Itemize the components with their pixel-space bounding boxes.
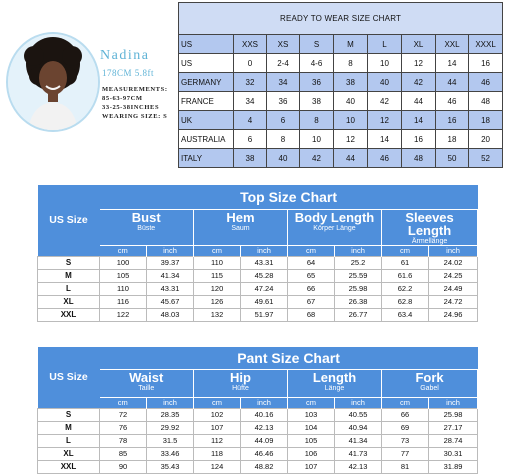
pant-size-chart xyxy=(37,347,478,474)
top-measure-header-bust xyxy=(100,209,194,245)
value-cell: 45.67 xyxy=(147,295,194,308)
model-height: 178CM 5.8ft xyxy=(102,68,155,78)
value-cell: 105 xyxy=(100,269,147,282)
rtw-cell: 10 xyxy=(334,111,368,130)
rtw-cell: US xyxy=(179,54,234,73)
size-cell: S xyxy=(38,256,100,269)
value-cell: 105 xyxy=(288,434,335,447)
value-cell: 72 xyxy=(100,408,147,421)
value-cell: 26.77 xyxy=(335,308,382,321)
unit-header: inch xyxy=(241,397,288,408)
value-cell: 40.94 xyxy=(335,421,382,434)
rtw-cell: XS xyxy=(267,35,300,54)
top-us-size-header: US Size xyxy=(38,185,100,256)
measure-subtitle: Büste xyxy=(137,224,156,232)
value-cell: 44.09 xyxy=(241,434,288,447)
model-info xyxy=(0,0,178,170)
rtw-cell: 2-4 xyxy=(267,54,300,73)
rtw-cell: 38 xyxy=(300,92,334,111)
unit-header: inch xyxy=(429,397,478,408)
top-measure-header-hem xyxy=(194,209,288,245)
value-cell: 66 xyxy=(382,408,429,421)
value-cell: 42.13 xyxy=(241,421,288,434)
rtw-cell: 32 xyxy=(234,73,267,92)
value-cell: 61 xyxy=(382,256,429,269)
table-row xyxy=(38,256,478,269)
rtw-cell: 8 xyxy=(300,111,334,130)
value-cell: 48.03 xyxy=(147,308,194,321)
rtw-cell: 42 xyxy=(368,92,402,111)
value-cell: 100 xyxy=(100,256,147,269)
rtw-cell: XXXL xyxy=(469,35,503,54)
size-cell: XXL xyxy=(38,460,100,473)
rtw-cell: 10 xyxy=(368,54,402,73)
value-cell: 120 xyxy=(194,282,241,295)
value-cell: 81 xyxy=(382,460,429,473)
value-cell: 90 xyxy=(100,460,147,473)
value-cell: 122 xyxy=(100,308,147,321)
value-cell: 85 xyxy=(100,447,147,460)
rtw-cell: 48 xyxy=(469,92,503,111)
model-measurements-label: MEASUREMENTS: xyxy=(102,86,168,93)
value-cell: 43.31 xyxy=(241,256,288,269)
rtw-cell: AUSTRALIA xyxy=(179,130,234,149)
rtw-cell: 38 xyxy=(334,73,368,92)
size-cell: M xyxy=(38,421,100,434)
rtw-row xyxy=(179,149,503,168)
value-cell: 29.92 xyxy=(147,421,194,434)
rtw-cell: 38 xyxy=(234,149,267,168)
rtw-cell: FRANCE xyxy=(179,92,234,111)
rtw-cell: 40 xyxy=(267,149,300,168)
unit-header: inch xyxy=(335,397,382,408)
value-cell: 28.35 xyxy=(147,408,194,421)
measure-name: Length xyxy=(312,369,357,385)
rtw-cell: 4-6 xyxy=(300,54,334,73)
rtw-cell: XL xyxy=(402,35,436,54)
value-cell: 126 xyxy=(194,295,241,308)
value-cell: 62.2 xyxy=(382,282,429,295)
size-cell: L xyxy=(38,282,100,295)
value-cell: 48.82 xyxy=(241,460,288,473)
value-cell: 107 xyxy=(288,460,335,473)
rtw-cell: 8 xyxy=(334,54,368,73)
rtw-cell: 48 xyxy=(402,149,436,168)
measure-subtitle: Gabel xyxy=(420,384,439,392)
value-cell: 64 xyxy=(288,256,335,269)
value-cell: 49.61 xyxy=(241,295,288,308)
top-measure-header-body-length xyxy=(288,209,382,245)
measure-subtitle: Ärmellänge xyxy=(411,237,448,245)
table-row xyxy=(38,295,478,308)
rtw-cell: 16 xyxy=(469,54,503,73)
table-row xyxy=(38,408,478,421)
rtw-cell: GERMANY xyxy=(179,73,234,92)
pant-measure-header-waist xyxy=(100,369,194,397)
value-cell: 25.98 xyxy=(335,282,382,295)
value-cell: 25.2 xyxy=(335,256,382,269)
table-row xyxy=(38,447,478,460)
measure-name: Waist xyxy=(129,369,164,385)
value-cell: 61.6 xyxy=(382,269,429,282)
rtw-cell: 36 xyxy=(267,92,300,111)
rtw-cell: 10 xyxy=(300,130,334,149)
rtw-cell: 12 xyxy=(334,130,368,149)
rtw-cell: 44 xyxy=(436,73,469,92)
value-cell: 26.38 xyxy=(335,295,382,308)
rtw-cell: 6 xyxy=(267,111,300,130)
model-portrait-illustration xyxy=(8,34,98,130)
value-cell: 73 xyxy=(382,434,429,447)
value-cell: 68 xyxy=(288,308,335,321)
value-cell: 39.37 xyxy=(147,256,194,269)
table-row xyxy=(38,434,478,447)
rtw-cell: 46 xyxy=(436,92,469,111)
value-cell: 24.49 xyxy=(429,282,478,295)
model-measurements-cm: 85-63-97CM xyxy=(102,95,143,102)
rtw-cell: XXL xyxy=(436,35,469,54)
rtw-cell: 46 xyxy=(368,149,402,168)
rtw-cell: 34 xyxy=(267,73,300,92)
value-cell: 41.73 xyxy=(335,447,382,460)
value-cell: 78 xyxy=(100,434,147,447)
value-cell: 112 xyxy=(194,434,241,447)
value-cell: 40.55 xyxy=(335,408,382,421)
size-cell: M xyxy=(38,269,100,282)
size-cell: L xyxy=(38,434,100,447)
unit-header: inch xyxy=(335,245,382,256)
rtw-cell: 12 xyxy=(368,111,402,130)
value-cell: 33.46 xyxy=(147,447,194,460)
size-cell: S xyxy=(38,408,100,421)
rtw-cell: 52 xyxy=(469,149,503,168)
rtw-cell: 0 xyxy=(234,54,267,73)
measure-subtitle: Saum xyxy=(231,224,250,232)
value-cell: 41.34 xyxy=(147,269,194,282)
pant-measure-header-hip xyxy=(194,369,288,397)
rtw-cell: 44 xyxy=(334,149,368,168)
value-cell: 65 xyxy=(288,269,335,282)
measure-name: Hem xyxy=(226,209,255,225)
rtw-cell: 16 xyxy=(436,111,469,130)
rtw-cell: 36 xyxy=(300,73,334,92)
rtw-cell: L xyxy=(368,35,402,54)
rtw-row xyxy=(179,111,503,130)
rtw-cell: 40 xyxy=(368,73,402,92)
rtw-row xyxy=(179,73,503,92)
rtw-cell: 14 xyxy=(368,130,402,149)
rtw-cell: 18 xyxy=(469,111,503,130)
rtw-cell: 42 xyxy=(402,73,436,92)
rtw-cell: 40 xyxy=(334,92,368,111)
value-cell: 63.4 xyxy=(382,308,429,321)
value-cell: 124 xyxy=(194,460,241,473)
value-cell: 25.98 xyxy=(429,408,478,421)
unit-header: cm xyxy=(288,397,335,408)
rtw-cell: 42 xyxy=(300,149,334,168)
table-row xyxy=(38,269,478,282)
rtw-cell: 50 xyxy=(436,149,469,168)
model-photo xyxy=(6,32,100,132)
rtw-cell: ITALY xyxy=(179,149,234,168)
rtw-cell: 14 xyxy=(402,111,436,130)
rtw-cell: UK xyxy=(179,111,234,130)
measure-subtitle: Taille xyxy=(138,384,155,392)
rtw-cell: 34 xyxy=(234,92,267,111)
rtw-cell: 14 xyxy=(436,54,469,73)
pant-chart-title: Pant Size Chart xyxy=(100,347,478,369)
ready-to-wear-size-table xyxy=(178,2,503,168)
value-cell: 24.25 xyxy=(429,269,478,282)
table-row xyxy=(38,421,478,434)
unit-header: cm xyxy=(382,397,429,408)
top-size-chart xyxy=(37,185,478,322)
model-name: Nadina xyxy=(100,48,150,63)
rtw-row xyxy=(179,54,503,73)
pant-measure-header-fork xyxy=(382,369,478,397)
value-cell: 110 xyxy=(194,256,241,269)
top-chart-title: Top Size Chart xyxy=(100,185,478,209)
unit-header: cm xyxy=(382,245,429,256)
measure-name: Hip xyxy=(230,369,251,385)
unit-header: cm xyxy=(100,397,147,408)
rtw-cell: 12 xyxy=(402,54,436,73)
rtw-cell: XXS xyxy=(234,35,267,54)
value-cell: 31.89 xyxy=(429,460,478,473)
rtw-cell: 6 xyxy=(234,130,267,149)
model-measurements-inches: 33-25-38INCHES xyxy=(102,104,160,111)
value-cell: 47.24 xyxy=(241,282,288,295)
unit-header: inch xyxy=(241,245,288,256)
rtw-cell: 46 xyxy=(469,73,503,92)
value-cell: 46.46 xyxy=(241,447,288,460)
rtw-cell: 16 xyxy=(402,130,436,149)
model-wearing-size: WEARING SIZE: S xyxy=(102,113,168,120)
value-cell: 40.16 xyxy=(241,408,288,421)
rtw-cell: 18 xyxy=(436,130,469,149)
value-cell: 62.8 xyxy=(382,295,429,308)
value-cell: 25.59 xyxy=(335,269,382,282)
value-cell: 67 xyxy=(288,295,335,308)
measure-name: Body Length xyxy=(294,209,375,225)
size-cell: XXL xyxy=(38,308,100,321)
table-row xyxy=(38,282,478,295)
value-cell: 28.74 xyxy=(429,434,478,447)
size-cell: XL xyxy=(38,295,100,308)
measure-name: Fork xyxy=(415,369,444,385)
measure-name: Sleeves Length xyxy=(405,209,454,238)
top-measure-header-sleeves-length xyxy=(382,209,478,245)
rtw-title: READY TO WEAR SIZE CHART xyxy=(179,3,503,35)
value-cell: 24.02 xyxy=(429,256,478,269)
rtw-cell: US xyxy=(179,35,234,54)
measure-subtitle: Hüfte xyxy=(232,384,249,392)
value-cell: 42.13 xyxy=(335,460,382,473)
table-row xyxy=(38,308,478,321)
measure-subtitle: Körper Länge xyxy=(313,224,356,232)
value-cell: 116 xyxy=(100,295,147,308)
value-cell: 110 xyxy=(100,282,147,295)
rtw-cell: 8 xyxy=(267,130,300,149)
value-cell: 118 xyxy=(194,447,241,460)
unit-header: cm xyxy=(288,245,335,256)
unit-header: cm xyxy=(100,245,147,256)
value-cell: 107 xyxy=(194,421,241,434)
value-cell: 76 xyxy=(100,421,147,434)
size-cell: XL xyxy=(38,447,100,460)
value-cell: 35.43 xyxy=(147,460,194,473)
value-cell: 45.28 xyxy=(241,269,288,282)
pant-measure-header-length xyxy=(288,369,382,397)
rtw-row xyxy=(179,92,503,111)
rtw-cell: 44 xyxy=(402,92,436,111)
rtw-cell: 20 xyxy=(469,130,503,149)
unit-header: inch xyxy=(147,397,194,408)
value-cell: 103 xyxy=(288,408,335,421)
unit-header: inch xyxy=(147,245,194,256)
value-cell: 106 xyxy=(288,447,335,460)
unit-header: cm xyxy=(194,397,241,408)
value-cell: 24.96 xyxy=(429,308,478,321)
value-cell: 43.31 xyxy=(147,282,194,295)
value-cell: 51.97 xyxy=(241,308,288,321)
rtw-cell: M xyxy=(334,35,368,54)
rtw-row xyxy=(179,130,503,149)
unit-header: inch xyxy=(429,245,478,256)
value-cell: 30.31 xyxy=(429,447,478,460)
value-cell: 66 xyxy=(288,282,335,295)
rtw-cell: S xyxy=(300,35,334,54)
unit-header: cm xyxy=(194,245,241,256)
pant-us-size-header: US Size xyxy=(38,347,100,408)
value-cell: 24.72 xyxy=(429,295,478,308)
measure-name: Bust xyxy=(131,209,161,225)
value-cell: 104 xyxy=(288,421,335,434)
value-cell: 27.17 xyxy=(429,421,478,434)
rtw-row xyxy=(179,35,503,54)
value-cell: 69 xyxy=(382,421,429,434)
table-row xyxy=(38,460,478,473)
rtw-cell: 4 xyxy=(234,111,267,130)
value-cell: 115 xyxy=(194,269,241,282)
value-cell: 77 xyxy=(382,447,429,460)
value-cell: 102 xyxy=(194,408,241,421)
measure-subtitle: Länge xyxy=(324,384,345,392)
value-cell: 31.5 xyxy=(147,434,194,447)
value-cell: 132 xyxy=(194,308,241,321)
value-cell: 41.34 xyxy=(335,434,382,447)
